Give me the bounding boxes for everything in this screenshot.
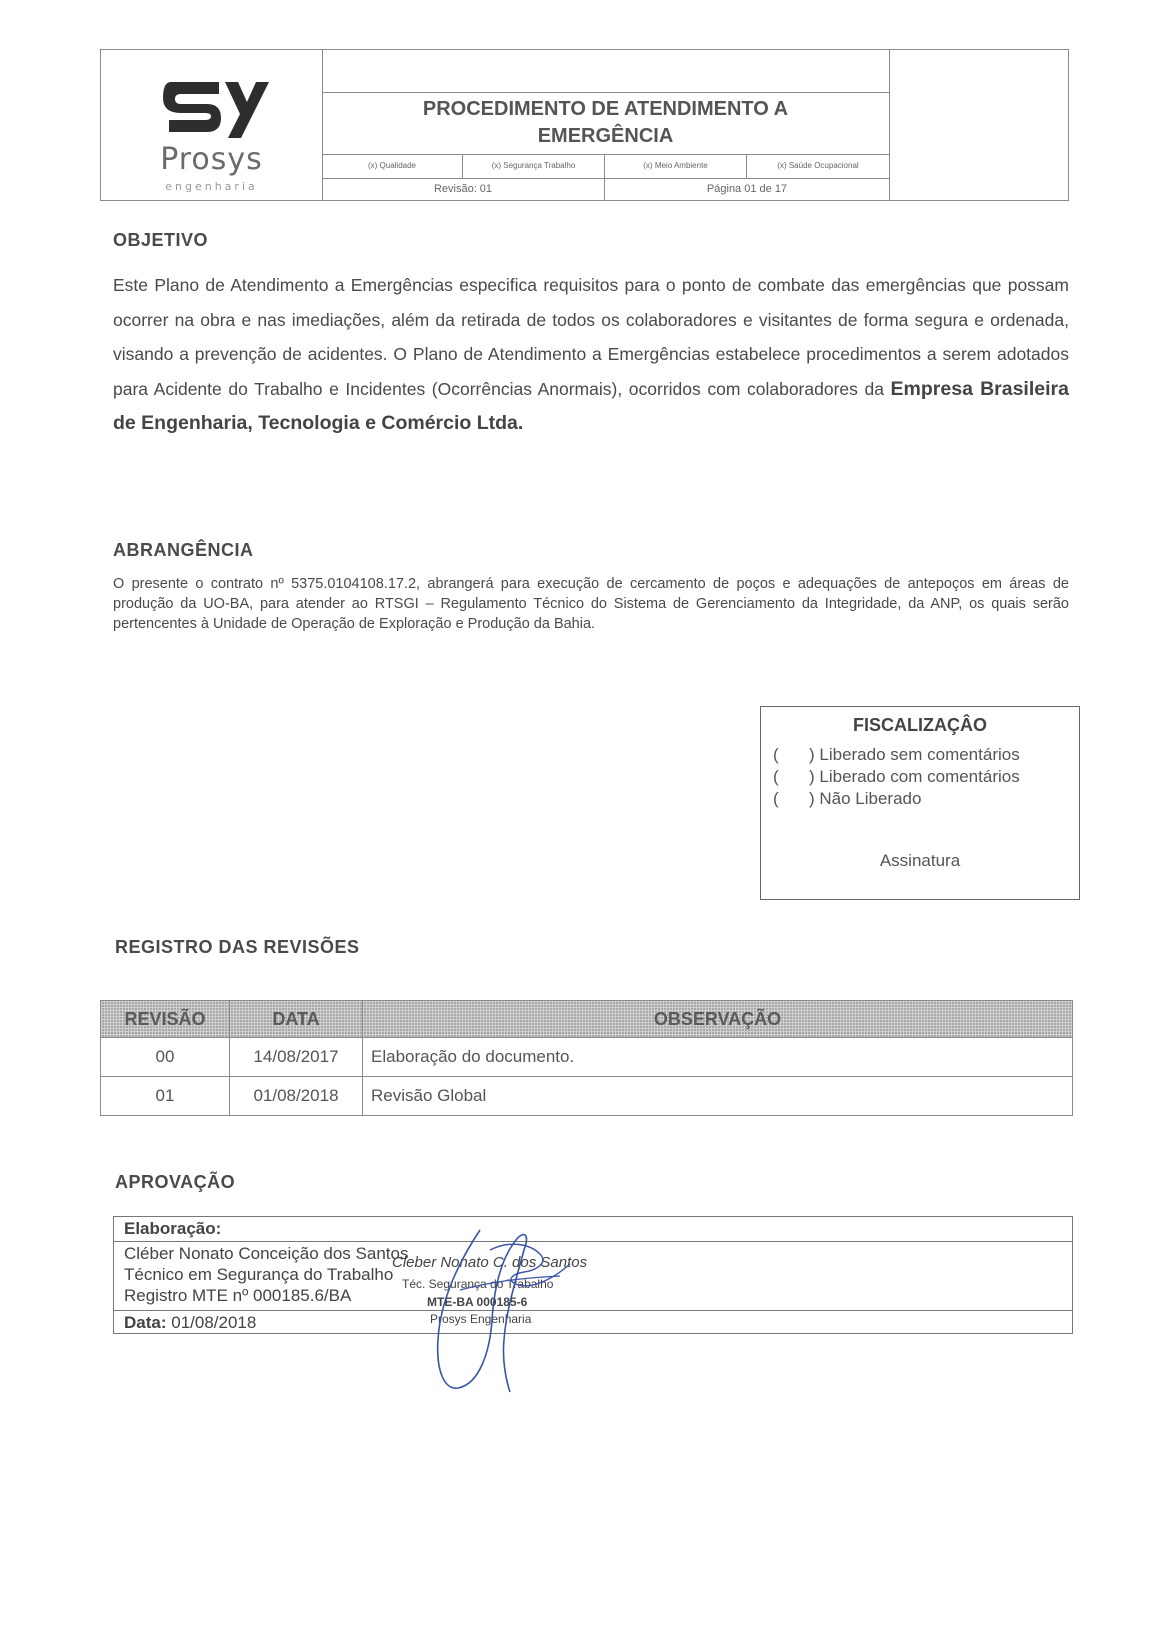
option-label: ) Liberado com comentários [809,767,1020,786]
objetivo-text: Este Plano de Atendimento a Emergências especifica requisitos para o ponto de combate das emergências que possam ocorrer na obra e nas imediações, além da retirada de todos os colaboradores e visitantes de forma segura e ordenada, visando a prevenção de acidentes. O Plano de Atendimento a Emergências estabelece procedimentos a serem adotados para Acidente do Trabalho e Incidentes (Ocorrências Anormais), ocorridos com colaboradores da [113,275,1069,399]
cell-revisao: 01 [101,1077,230,1116]
document-title [322,96,889,150]
approval-box [113,1216,1073,1334]
option-checkbox: ( [773,789,779,808]
table-header-row [101,1001,1073,1038]
column-header-observacao: OBSERVAÇÃO [363,1001,1073,1038]
stamp-registry: MTE-BA 000185-6 [427,1295,528,1309]
check-health: (x) Saúde Ocupacional [777,161,859,170]
option-label: ) Liberado sem comentários [809,745,1020,764]
prosys-logo-icon [141,72,281,142]
objetivo-paragraph [113,268,1069,441]
approver-name: Cléber Nonato Conceição dos Santos [124,1244,409,1263]
option-checkbox: ( [773,745,779,764]
title-line-1: PROCEDIMENTO DE ATENDIMENTO A [422,98,789,120]
date-label: Data: [124,1313,167,1332]
cell-revisao: 00 [101,1038,230,1077]
column-header-data: DATA [230,1001,363,1038]
date-value: 01/08/2018 [171,1313,257,1332]
approver-role: Técnico em Segurança do Trabalho [124,1265,394,1284]
approval-date [124,1313,256,1333]
heading-abrangencia: ABRANGÊNCIA [113,540,254,560]
approver-registry: Registro MTE nº 000185.6/BA [124,1286,352,1305]
title-cell [322,50,890,200]
table-row [101,1077,1073,1116]
option-checkbox: ( [773,767,779,786]
cell-data: 01/08/2018 [230,1077,363,1116]
stamp-role: Téc. Segurança do Trabalho [402,1277,554,1291]
page-number: Página 01 de 17 [706,183,788,195]
logo-cell [101,50,323,200]
stamp-name: Cleber Nonato C. dos Santos [392,1254,588,1271]
check-environment: (x) Meio Ambiente [605,154,747,178]
title-line-2: EMERGÊNCIA [537,125,674,147]
option-liberado-com [773,767,1020,787]
stamp-company: Prosys Engenharia [430,1312,532,1326]
handwritten-signature-icon [420,1220,590,1400]
divider [322,92,889,93]
company-name: Empresa Brasileira de Engenharia, Tecnologia e Comércio Ltda. [113,377,1069,434]
option-label: ) Não Liberado [809,789,922,808]
revisions-table [100,1000,1073,1116]
fiscalizacao-box [760,706,1080,900]
brand-subtitle: engenharia [165,180,258,193]
heading-aprovacao: APROVAÇÃO [115,1172,236,1192]
heading-revisoes: REGISTRO DAS REVISÕES [115,937,360,957]
fiscalizacao-title: FISCALIZAÇÂO [853,715,987,735]
cell-observacao: Revisão Global [363,1077,1073,1116]
column-header-revisao: REVISÃO [101,1001,230,1038]
document-header [100,49,1069,201]
option-nao-liberado [773,789,921,809]
cell-observacao: Elaboração do documento. [363,1038,1073,1077]
option-liberado-sem [773,745,1020,765]
divider [114,1241,1072,1242]
check-safety: (x) Segurança Trabalho [463,154,605,178]
cell-data: 14/08/2017 [230,1038,363,1077]
divider [114,1310,1072,1311]
table-row [101,1038,1073,1077]
revision-number: Revisão: 01 [322,178,605,200]
check-quality: (x) Qualidade [322,154,463,178]
approval-label: Elaboração: [124,1219,222,1238]
signature-label: Assinatura [879,851,961,870]
brand-name: Prosys [160,142,263,177]
heading-objetivo: OBJETIVO [113,230,209,250]
abrangencia-paragraph: O presente o contrato nº 5375.0104108.17.2, abrangerá para execução de cercamento de poços e adequações de antepoços em áreas de produção da UO-BA, para atender ao RTSGI – Regulamento Técnico do Sistema de Gerenciamento da Integridade, da ANP, os quais serão pertencentes à Unidade de Operação de Exploração e Produção da Bahia. [113,576,1069,632]
